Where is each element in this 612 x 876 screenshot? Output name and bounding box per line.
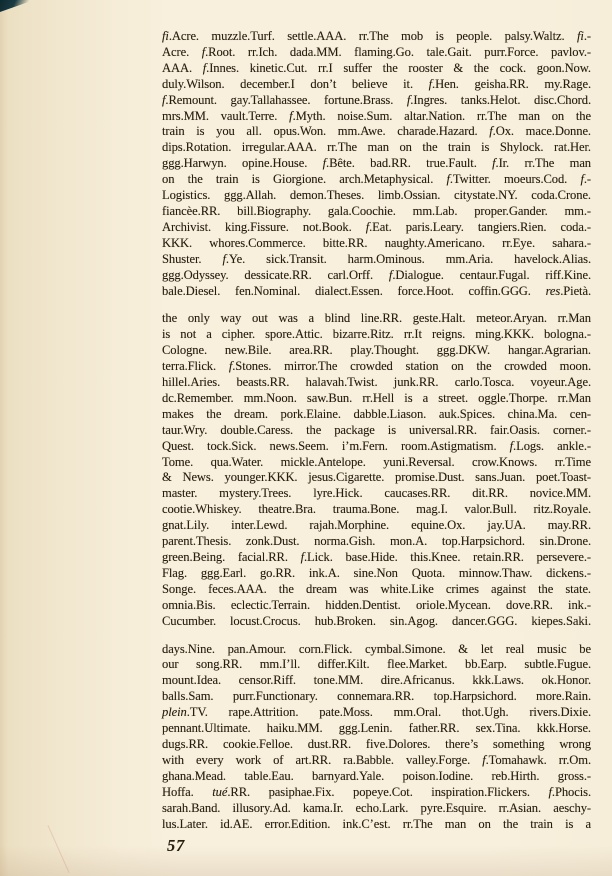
text-line bbox=[162, 817, 591, 833]
text-line bbox=[162, 375, 591, 391]
text-segment: .Myth. noise.Sum. altar.Nation. rr.The man on the bbox=[292, 108, 591, 123]
text-segment: Archivist. king.Fissure. not.Book. bbox=[162, 219, 366, 234]
text-segment: .TV. rape.Attrition. pate.Moss. mm.Oral. thot.Ugh. rivers.Dixie. bbox=[186, 705, 591, 720]
italic-text-segment: f bbox=[228, 359, 233, 374]
text-line bbox=[162, 550, 591, 566]
text-segment: on the train is Giorgione. arch.Metaphysical. bbox=[162, 172, 447, 187]
text-segment: & News. younger.KKK. jesus.Cigarette. promise.Dust. sans.Juan. poet.Toast- bbox=[162, 470, 591, 485]
text-line bbox=[162, 502, 591, 518]
text-segment: ggg.Odyssey. dessicate.RR. carl.Orff. bbox=[162, 267, 389, 282]
text-segment: balls.Sam. purr.Functionary. connemara.RR. top.Harpsichord. more.Rain. bbox=[162, 689, 591, 704]
text-segment: .Ye. sick.Transit. harm.Ominous. mm.Aria. havelock.Alias. bbox=[225, 251, 592, 266]
text-line bbox=[162, 642, 591, 658]
text-segment: .Lick. base.Hide. this.Knee. retain.RR. persevere.- bbox=[304, 550, 591, 564]
text-line bbox=[162, 311, 591, 327]
text-line bbox=[162, 689, 591, 705]
page-text-block bbox=[162, 29, 591, 832]
text-line bbox=[162, 29, 591, 45]
text-segment: .Ingres. tanks.Helot. disc.Chord. bbox=[410, 92, 591, 107]
text-line bbox=[162, 534, 591, 550]
text-segment: .Logs. ankle.- bbox=[513, 438, 591, 453]
text-line bbox=[162, 109, 591, 125]
text-segment: .Acre. muzzle.Turf. settle.AAA. rr.The mob is people. palsy.Waltz. bbox=[168, 29, 578, 43]
text-segment: KKK. whores.Commerce. bitte.RR. naughty.Americano. rr.Eye. sahara.- bbox=[162, 235, 591, 250]
italic-text-segment: f bbox=[289, 108, 293, 123]
text-segment: .Bête. bad.RR. true.Fault. bbox=[326, 156, 493, 171]
text-segment: dc.Remember. mm.Noon. saw.Bun. rr.Hell is a street. oggle.Thorpe. rr.Man bbox=[162, 390, 591, 405]
text-segment: ggg.Harwyn. opine.House. bbox=[162, 156, 323, 171]
text-segment: master. mystery.Trees. lyre.Hick. caucases.RR. dit.RR. novice.MM. bbox=[162, 486, 591, 501]
text-segment: Cologne. new.Bile. area.RR. play.Thought. ggg.DKW. hangar.Agrarian. bbox=[162, 343, 591, 358]
italic-text-segment: f bbox=[548, 784, 552, 799]
italic-text-segment: fi bbox=[577, 29, 584, 43]
text-line bbox=[162, 753, 591, 769]
text-segment: cootie.Whiskey. theatre.Bra. trauma.Bone. mag.I. valor.Bull. ritz.Royale. bbox=[162, 502, 591, 517]
paper-scratch bbox=[47, 825, 69, 873]
italic-text-segment: plein bbox=[162, 705, 187, 720]
text-segment: train is you all. opus.Won. mm.Awe. charade.Hazard. bbox=[162, 124, 490, 139]
text-segment: our song.RR. mm.I’ll. differ.Kilt. flee.Market. bb.Earp. subtle.Fugue. bbox=[162, 657, 591, 672]
text-segment: .- bbox=[583, 172, 591, 187]
text-line bbox=[162, 343, 591, 359]
text-line bbox=[162, 407, 591, 423]
text-line bbox=[162, 236, 591, 252]
text-line bbox=[162, 188, 591, 204]
italic-text-segment: f bbox=[162, 92, 166, 107]
text-line bbox=[162, 140, 591, 156]
text-segment: Shuster. bbox=[162, 251, 223, 266]
text-segment: duly.Wilson. december.I don’t believe it. bbox=[162, 76, 429, 91]
italic-text-segment: f bbox=[222, 251, 226, 266]
italic-text-segment: f bbox=[201, 44, 206, 59]
text-segment: is not a cipher. spore.Attic. bizarre.Ritz. rr.It reigns. ming.KKK. bologna.- bbox=[162, 327, 591, 342]
text-segment: parent.Thesis. zonk.Dust. norma.Gish. mon.A. top.Harpsichord. sin.Drone. bbox=[162, 534, 591, 549]
text-segment: .Tomahawk. rr.Om. bbox=[485, 752, 592, 767]
text-segment: makes the dream. pork.Elaine. dabble.Liason. auk.Spices. china.Ma. cen- bbox=[162, 406, 591, 421]
text-segment: terra.Flick. bbox=[162, 359, 229, 374]
text-line bbox=[162, 45, 591, 61]
text-line bbox=[162, 423, 591, 439]
text-segment: fiancèe.RR. bill.Biography. gala.Coochie. mm.Lab. proper.Gander. mm.- bbox=[162, 203, 591, 218]
text-segment: .Ox. mace.Donne. bbox=[492, 124, 591, 139]
text-segment: .Remount. gay.Tallahassee. fortune.Brass. bbox=[165, 92, 407, 107]
text-segment: .Twitter. moeurs.Cod. bbox=[449, 172, 581, 187]
text-line bbox=[162, 327, 591, 343]
text-segment: the only way out was a blind line.RR. geste.Halt. meteor.Aryan. rr.Man bbox=[162, 311, 591, 326]
text-segment: taur.Wry. double.Caress. the package is universal.RR. fair.Oasis. corner.- bbox=[162, 422, 591, 437]
text-line bbox=[162, 657, 591, 673]
italic-text-segment: f bbox=[300, 550, 304, 564]
text-line bbox=[162, 470, 591, 486]
text-segment: Hoffa. bbox=[162, 784, 213, 799]
italic-text-segment: f bbox=[509, 438, 514, 453]
text-segment: Acre. bbox=[162, 44, 202, 59]
italic-text-segment: f bbox=[388, 267, 393, 282]
text-line bbox=[162, 737, 591, 753]
text-line bbox=[162, 801, 591, 817]
italic-text-segment: f bbox=[406, 92, 411, 107]
text-line bbox=[162, 204, 591, 220]
text-line bbox=[162, 785, 591, 801]
text-segment: .Pietà. bbox=[560, 283, 591, 298]
text-line bbox=[162, 61, 591, 77]
text-segment: .Innes. kinetic.Cut. rr.I suffer the rooster & the cock. goon.Now. bbox=[206, 60, 591, 75]
text-segment: Songe. feces.AAA. the dream was white.Like crimes against the state. bbox=[162, 581, 591, 596]
text-segment: .Eat. paris.Leary. tangiers.Rien. coda.- bbox=[369, 219, 591, 234]
italic-text-segment: f bbox=[492, 156, 496, 171]
text-segment: .Dialogue. centaur.Fugal. riff.Kine. bbox=[392, 267, 591, 282]
text-segment: AAA. bbox=[162, 60, 203, 75]
text-segment: .Root. rr.Ich. dada.MM. flaming.Go. tale.Gait. purr.Force. pavlov.- bbox=[205, 44, 591, 59]
text-line bbox=[162, 518, 591, 534]
text-segment: dips.Rotation. irregular.AAA. rr.The man on the train is Shylock. rat.Her. bbox=[162, 140, 591, 155]
text-line bbox=[162, 439, 591, 455]
book-cover-corner bbox=[0, 0, 34, 12]
text-segment: Logistics. ggg.Allah. demon.Theses. limb.Ossian. citystate.NY. coda.Crone. bbox=[162, 188, 591, 203]
text-segment: Flag. ggg.Earl. go.RR. ink.A. sine.Non Quota. minnow.Thaw. dickens.- bbox=[162, 565, 591, 580]
text-line bbox=[162, 77, 591, 93]
text-segment: .Ir. rr.The man bbox=[495, 156, 592, 171]
paragraph bbox=[162, 29, 591, 299]
italic-text-segment: f bbox=[489, 124, 493, 139]
text-segment: pennant.Ultimate. haiku.MM. ggg.Lenin. father.RR. sex.Tina. kkk.Horse. bbox=[162, 721, 591, 736]
text-line bbox=[162, 455, 591, 471]
italic-text-segment: f bbox=[428, 76, 433, 91]
text-segment: .Hen. geisha.RR. my.Rage. bbox=[432, 76, 591, 91]
italic-text-segment: f bbox=[482, 752, 486, 767]
text-line bbox=[162, 252, 591, 268]
italic-text-segment: f bbox=[365, 219, 370, 234]
text-line bbox=[162, 93, 591, 109]
text-line bbox=[162, 220, 591, 236]
text-segment: .Phocis. bbox=[551, 784, 591, 799]
text-segment: Quest. tock.Sick. news.Seem. i’m.Fern. room.Astigmatism. bbox=[162, 438, 510, 453]
text-segment: .- bbox=[583, 29, 591, 43]
italic-text-segment: f bbox=[580, 172, 584, 187]
text-line bbox=[162, 124, 591, 140]
text-line bbox=[162, 156, 591, 172]
text-line bbox=[162, 284, 591, 300]
text-line bbox=[162, 582, 591, 598]
text-segment: hillel.Aries. beasts.RR. halavah.Twist. junk.RR. carlo.Tosca. voyeur.Age. bbox=[162, 375, 591, 390]
text-segment: sarah.Band. illusory.Ad. kama.Ir. echo.Lark. pyre.Esquire. rr.Asian. aeschy- bbox=[162, 800, 591, 815]
text-segment: mount.Idea. censor.Riff. tone.MM. dire.Africanus. kkk.Laws. ok.Honor. bbox=[162, 673, 591, 688]
text-line bbox=[162, 268, 591, 284]
text-segment: Tome. qua.Water. mickle.Antelope. yuni.Reversal. crow.Knows. rr.Time bbox=[162, 454, 591, 469]
text-segment: Cucumber. locust.Crocus. hub.Broken. sin.Agog. dancer.GGG. kiepes.Saki. bbox=[162, 613, 591, 628]
text-segment: green.Being. facial.RR. bbox=[162, 550, 301, 564]
italic-text-segment: fi bbox=[162, 29, 169, 43]
italic-text-segment: res bbox=[545, 283, 561, 298]
paragraph bbox=[162, 311, 591, 629]
text-line bbox=[162, 359, 591, 375]
text-segment: lus.Later. id.AE. error.Edition. ink.C’est. rr.The man on the train is a bbox=[162, 816, 591, 831]
text-line bbox=[162, 566, 591, 582]
italic-text-segment: f bbox=[202, 60, 207, 75]
text-segment: omnia.Bis. eclectic.Terrain. hidden.Dentist. oriole.Mycean. dove.RR. ink.- bbox=[162, 597, 591, 612]
text-segment: days.Nine. pan.Amour. corn.Flick. cymbal.Simone. & let real music be bbox=[162, 641, 591, 656]
text-line bbox=[162, 769, 591, 785]
paragraph bbox=[162, 642, 591, 833]
text-line bbox=[162, 614, 591, 630]
italic-text-segment: f bbox=[446, 172, 450, 187]
text-line bbox=[162, 172, 591, 188]
text-segment: mrs.MM. vault.Terre. bbox=[162, 108, 290, 123]
text-segment: with every work of art.RR. ra.Babble. valley.Forge. bbox=[162, 752, 483, 767]
italic-text-segment: f bbox=[322, 156, 327, 171]
page-number: 57 bbox=[167, 836, 186, 855]
text-segment: ghana.Mead. table.Eau. barnyard.Yale. poison.Iodine. reb.Hirth. gross.- bbox=[162, 768, 591, 783]
text-line bbox=[162, 391, 591, 407]
text-segment: bale.Diesel. fen.Nominal. dialect.Essen. force.Hoot. coffin.GGG. bbox=[162, 283, 546, 298]
text-segment: gnat.Lily. inter.Lewd. rajah.Morphine. equine.Ox. jay.UA. may.RR. bbox=[162, 518, 591, 533]
text-segment: .Stones. mirror.The crowded station on the crowded moon. bbox=[232, 359, 591, 374]
text-segment: .RR. pasiphae.Fix. popeye.Cot. inspiration.Flickers. bbox=[227, 784, 549, 799]
text-line bbox=[162, 598, 591, 614]
italic-text-segment: tué bbox=[212, 784, 228, 799]
text-line bbox=[162, 721, 591, 737]
text-segment: dugs.RR. cookie.Felloe. dust.RR. five.Dolores. there’s something wrong bbox=[162, 736, 591, 751]
text-line bbox=[162, 673, 591, 689]
text-line bbox=[162, 486, 591, 502]
text-line bbox=[162, 705, 591, 721]
